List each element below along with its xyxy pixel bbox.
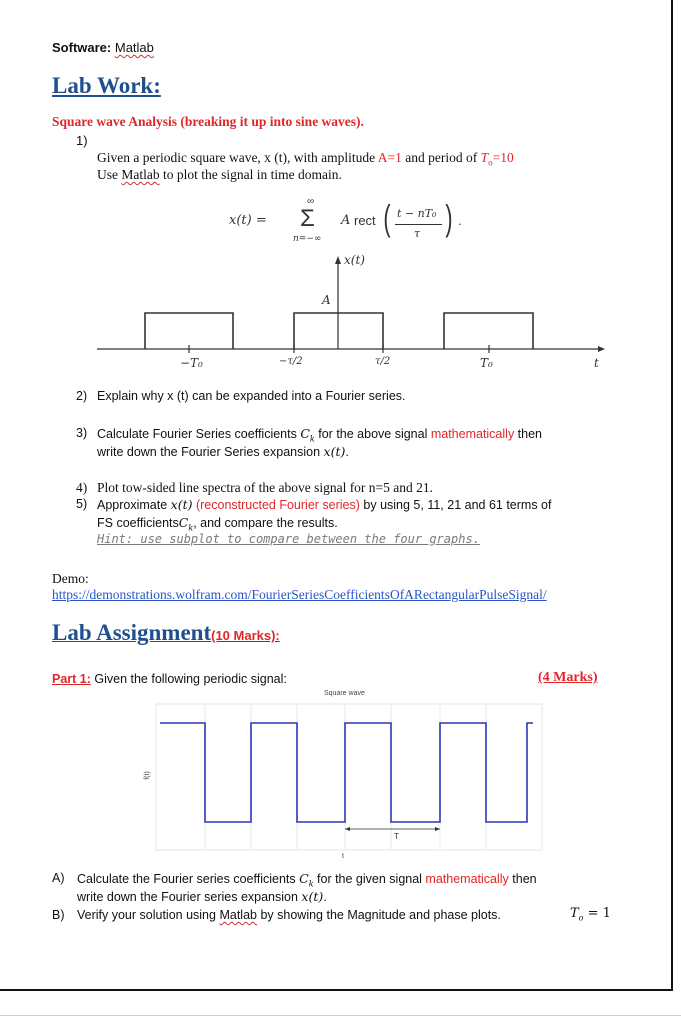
q5-b: by using 5, 11, 21 and 61 terms of xyxy=(359,498,552,512)
qB-period-sub: o xyxy=(578,913,584,923)
qB-period-T: T xyxy=(570,906,579,921)
qB xyxy=(52,908,501,922)
q5-line2 xyxy=(97,515,338,533)
figure1-tick-neg-T0: −T₀ xyxy=(180,356,203,370)
q1-text-a: Given a periodic square wave, x (t), with amplitude xyxy=(97,150,378,165)
q1-line2 xyxy=(97,167,342,183)
figure1-tick-pos-T0: T₀ xyxy=(480,356,493,370)
plot-title: Square wave xyxy=(324,690,365,697)
formula-paren-right: ) xyxy=(445,197,453,238)
qB-line xyxy=(77,908,501,922)
qA-b: for the given signal xyxy=(313,872,426,886)
assignment-heading-text: Lab Assignment xyxy=(52,620,212,645)
q4-number: 4) xyxy=(76,480,88,495)
formula-numerator: t − nT₀ xyxy=(397,207,437,220)
software-label: Software: xyxy=(52,40,112,55)
q5-line2-a: FS coefficients xyxy=(97,516,179,530)
q2-text: Explain why x (t) can be expanded into a Fourier series. xyxy=(97,389,406,403)
pulse-train-figure xyxy=(0,250,681,380)
q1-period-sub: o xyxy=(488,157,493,168)
hint-text: Hint: use subplot to compare between the four graphs. xyxy=(97,532,480,546)
formula-sum-symbol: Σ xyxy=(300,205,315,232)
part1-line xyxy=(52,672,287,686)
q5-ck: C xyxy=(178,515,189,530)
formula-paren-left: ( xyxy=(383,197,391,238)
formula-fraction-bar xyxy=(395,224,442,225)
qA xyxy=(52,871,537,889)
period-arrow-right xyxy=(435,827,440,831)
q5-line1 xyxy=(97,497,551,512)
q4 xyxy=(76,480,434,496)
square-wave-line xyxy=(160,723,533,822)
assignment-marks: (10 Marks): xyxy=(211,628,280,643)
qA-ck-sub: k xyxy=(308,879,314,889)
pulse-right xyxy=(444,313,533,349)
figure1-amplitude: A xyxy=(322,293,331,307)
q3-c: then xyxy=(514,427,543,441)
q5-red: (reconstructed Fourier series) xyxy=(195,498,360,512)
q2 xyxy=(76,389,406,403)
q1-line1 xyxy=(97,150,514,168)
q5-line2-b: , and compare the results. xyxy=(193,516,338,530)
page-separator xyxy=(0,1015,681,1016)
figure1-xlabel: t xyxy=(594,356,599,370)
page-border-bottom xyxy=(0,989,673,991)
q3-line2-b: . xyxy=(345,445,349,459)
formula-A: A xyxy=(341,213,351,228)
demo-label: Demo: xyxy=(52,571,89,586)
plot-period-label: T xyxy=(394,832,399,841)
qA-line1 xyxy=(77,871,537,889)
q1-period-value: =10 xyxy=(492,150,514,165)
q3-number: 3) xyxy=(76,426,88,440)
qB-matlab: Matlab xyxy=(219,908,257,922)
formula-lhs: x(t) = xyxy=(229,213,267,228)
qA-line2-b: . xyxy=(323,890,327,904)
part1-marks: (4 Marks) xyxy=(538,670,598,685)
lab-work-heading: Lab Work: xyxy=(52,73,161,98)
q5-number: 5) xyxy=(76,497,88,511)
q1-line2-b: to plot the signal in time domain. xyxy=(159,167,342,182)
figure1-tick-neg-tau: −τ/2 xyxy=(279,356,303,367)
pulse-left xyxy=(145,313,233,349)
plot-ylabel: f(t) xyxy=(143,771,151,780)
period-arrow-left xyxy=(345,827,350,831)
q2-number: 2) xyxy=(76,389,88,403)
q3-line1 xyxy=(97,426,542,444)
qB-period xyxy=(570,905,611,923)
qA-number: A) xyxy=(52,871,65,885)
q3-ck: C xyxy=(300,426,310,441)
software-value: Matlab xyxy=(114,40,154,55)
part1-label: Part 1: xyxy=(52,672,91,686)
figure1-tick-pos-tau: τ/2 xyxy=(375,356,391,367)
qB-b: by showing the Magnitude and phase plots. xyxy=(256,908,501,922)
software-line xyxy=(52,40,154,55)
q1-amplitude: A=1 xyxy=(377,150,402,165)
qA-a: Calculate the Fourier series coefficients xyxy=(77,872,300,886)
q3-b: for the above signal xyxy=(314,427,431,441)
q3 xyxy=(76,426,543,444)
y-axis-arrow xyxy=(335,256,341,264)
q5 xyxy=(76,497,552,512)
plot-xlabel: t xyxy=(342,853,344,860)
q3-a: Calculate Fourier Series coefficients xyxy=(97,427,301,441)
q1-period: T xyxy=(480,150,489,165)
q3-red: mathematically xyxy=(430,427,515,441)
formula-sum-bottom: n=−∞ xyxy=(293,234,322,244)
qA-line2-a: write down the Fourier series expansion xyxy=(77,890,302,904)
qB-number: B) xyxy=(52,908,65,922)
qA-line2 xyxy=(77,889,327,904)
x-axis-arrow xyxy=(598,346,605,352)
q1-number: 1) xyxy=(76,133,88,148)
lab-work-subtitle: Square wave Analysis (breaking it up into sine waves). xyxy=(52,114,364,129)
demo-link[interactable]: https://demonstrations.wolfram.com/FourierSeriesCoefficientsOfARectangularPulseSignal/ xyxy=(52,587,547,602)
qB-a: Verify your solution using xyxy=(77,908,220,922)
q1-text-b: and period of xyxy=(401,150,481,165)
qA-red: mathematically xyxy=(425,872,509,886)
formula-rect: rect xyxy=(354,213,376,228)
part1-text: Given the following periodic signal: xyxy=(90,672,287,686)
formula-sum-top: ∞ xyxy=(307,196,315,207)
q3-line2 xyxy=(97,444,349,459)
qA-xt: x(t) xyxy=(301,889,324,904)
qA-ck: C xyxy=(299,871,309,886)
formula-denominator: τ xyxy=(414,227,421,240)
q5-xt: x(t) xyxy=(170,497,193,512)
q3-line2-a: write down the Fourier Series expansion xyxy=(97,445,324,459)
q4-text: Plot tow-sided line spectra of the above signal for n=5 and 21. xyxy=(97,480,434,495)
q3-ck-sub: k xyxy=(309,434,315,444)
q1-matlab: Matlab xyxy=(121,167,160,182)
formula-end: . xyxy=(458,213,462,228)
figure1-ylabel: x(t) xyxy=(344,253,365,267)
square-wave-plot xyxy=(0,700,681,860)
lab-assignment-heading xyxy=(52,620,280,646)
q1-line2-a: Use xyxy=(97,167,122,182)
qB-period-value: = 1 xyxy=(583,906,611,921)
q5-a: Approximate xyxy=(97,498,171,512)
qA-c: then xyxy=(508,872,537,886)
q3-xt: x(t) xyxy=(323,444,346,459)
q5-ck-sub: k xyxy=(188,523,194,533)
